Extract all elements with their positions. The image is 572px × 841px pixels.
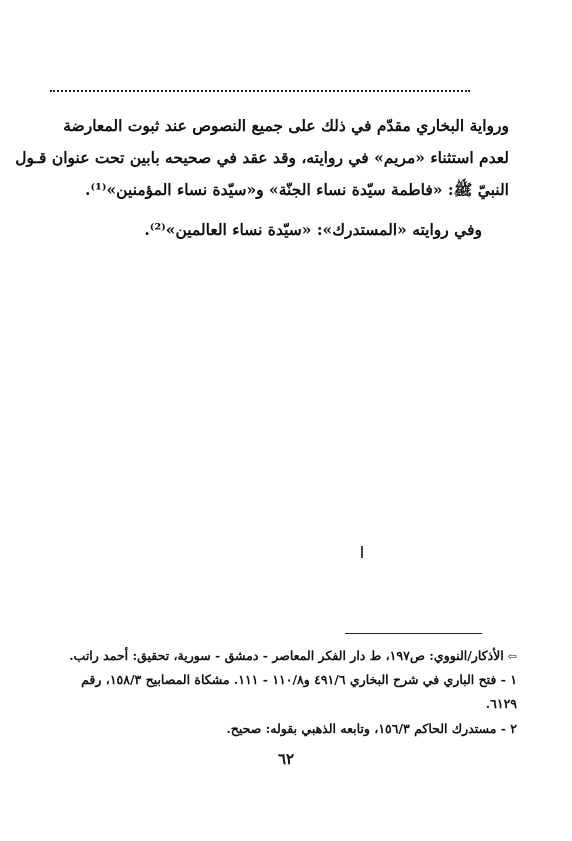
footnote-divider: [345, 633, 482, 634]
footnote-1-line-2: ٦١٢٩.: [485, 696, 517, 711]
stray-ink-mark: [361, 546, 363, 558]
top-dotted-divider: [50, 90, 470, 92]
body-paragraph-line-4: وفي روايته «المستدرك»: «سيّدة نساء العالمين»⁽²⁾.: [144, 220, 482, 239]
body-paragraph-line-2: لعدم استثناء «مريم» في روايته، وقد عقد في صحيحه بابين تحت عنوان قـول: [15, 148, 509, 167]
body-paragraph-line-3: النبيّ ﷺ: «فاطمة سيّدة نساء الجنّة» و«سيّدة نساء المؤمنين»⁽¹⁾.: [85, 180, 509, 199]
page-number: ٦٢: [277, 750, 295, 768]
footnote-1-line-1: ١ - فتح الباري في شرح البخاري ٤٩١/٦ و١١٠/٨ - ١١١. مشكاة المصابيح ١٥٨/٣، رقم: [81, 672, 517, 687]
footnote-intro-text: الأذكار/النووي: ص١٩٧، ط دار الفكر المعاصر - دمشق - سورية، تحقيق: أحمد راتب.: [69, 648, 504, 663]
arrow-left-icon: ⇦: [507, 650, 517, 663]
footnote-intro: [69, 648, 517, 663]
footnote-2: ٢ - مستدرك الحاكم ١٥٦/٣، وتابعه الذهبي بقوله: صحيح.: [226, 721, 517, 736]
body-paragraph-line-1: ورواية البخاري مقدّم في ذلك على جميع النصوص عند ثبوت المعارضة: [63, 116, 509, 135]
